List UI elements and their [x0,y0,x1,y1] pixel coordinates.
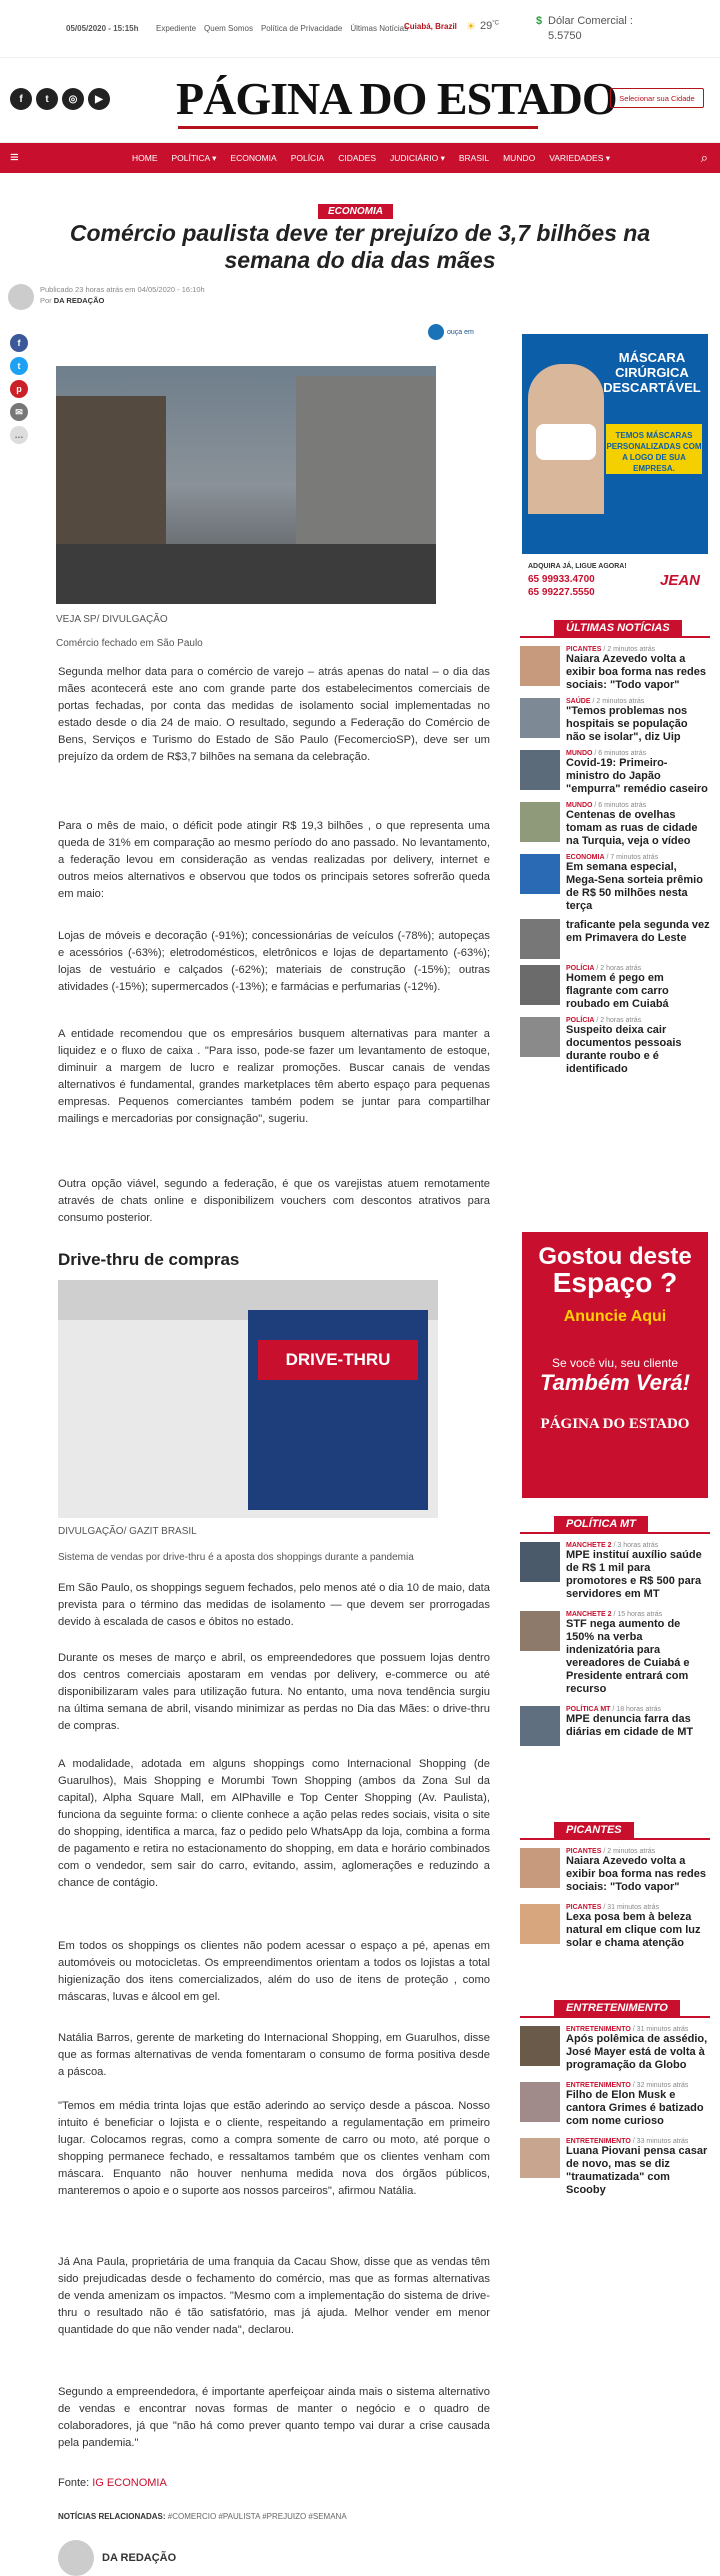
news-category[interactable]: ENTRETENIMENTO [566,2082,631,2089]
author-line [40,295,205,306]
author-name[interactable]: DA REDAÇÃO [53,296,105,305]
news-time: / 2 horas atrás [596,1017,642,1024]
entretenimento-section [520,2000,710,2197]
share-pinterest-icon[interactable]: p [10,380,28,398]
nav-item-politica-label: POLÍTICA [171,153,210,163]
news-text [566,1904,710,1950]
latest-news-title: ÚLTIMAS NOTÍCIAS [554,620,682,636]
ad-mask-phone1: 65 99933.4700 [528,574,595,585]
ad-mask-footer-label: ADQUIRA JÁ, LIGUE AGORA! [528,563,627,570]
news-category[interactable]: MUNDO [566,802,593,809]
photo-building-left [56,396,166,556]
news-item[interactable] [520,1611,710,1696]
news-title[interactable]: MPE denuncia farra das diárias em cidade de MT [566,1713,694,1738]
news-category[interactable]: PICANTES [566,1848,602,1855]
news-thumbnail[interactable] [520,1706,560,1746]
dollar-quote [536,14,633,44]
news-category[interactable]: ENTRETENIMENTO [566,2138,631,2145]
news-thumbnail[interactable] [520,1611,560,1651]
news-category[interactable]: PICANTES [566,646,602,653]
paragraph-10: Natália Barros, gerente de marketing do Internacional Shopping, em Guarulhos, disse que as formas alternativas de venda fomentaram o consumo de forma positiva desde a páscoa. [58,2032,490,2078]
news-thumbnail[interactable] [520,2138,560,2178]
news-meta [566,750,710,757]
news-meta [566,802,710,809]
share-facebook-icon[interactable]: f [10,334,28,352]
news-category[interactable]: ENTRETENIMENTO [566,2026,631,2033]
share-email-icon[interactable]: ✉ [10,403,28,421]
share-bar [10,334,28,444]
author-footer-avatar [58,2540,94,2576]
photo1-caption: Comércio fechado em São Paulo [56,638,203,649]
author-footer-name[interactable]: DA REDAÇÃO [102,2552,177,2564]
news-item[interactable] [520,802,710,848]
ad2-line2: Espaço ? [552,1267,678,1298]
paragraph-13: Segundo a empreendedora, é importante aperfeiçoar ainda mais o sistema alternativo de vendas e encontrar novas formas de manter o negócio e o quadro de colaboradores, já que "não há como prever quanto tempo vai durar a crise causada pela pandemia." [58,2386,490,2449]
news-item[interactable] [520,854,710,913]
paragraph-7: Durante os meses de março e abril, os empreendedores que possuem lojas dentro dos centros comerciais apostaram em vendas por delivery, e-commerce ou até disponibilizaram vales para utilização futura. No entanto, uma nova tendência surgiu na última semana de abril, visando minimizar as perdas no Dia das Mães: o drive-thru de compras. [58,1652,490,1732]
news-item[interactable] [520,919,710,959]
news-text [566,1848,710,1894]
nav-item-judiciario-label: JUDICIÁRIO [390,153,439,163]
published-date: Publicado 23 horas atrás em 04/05/2020 - 16:10h [40,285,205,294]
nav-item-politica[interactable]: POLÍTICA ▾ [171,153,217,163]
social-links [10,88,110,110]
nav-item-home[interactable]: HOME [132,153,158,163]
paragraph-2: Para o mês de maio, o déficit pode atingir R$ 19,3 bilhões , o que representa uma queda de 31% em comparação ao mesmo período do ano passado. No levantamento, a federação levou em consideração as vendas realizadas por delivery, internet e outros meios alternativos e observou que todos os principais setores sofrerão queda em maio: [58,820,490,900]
news-title[interactable]: "Temos problemas nos hospitais se população não se isolar", diz Uip [566,705,688,743]
news-category[interactable]: MANCHETE 2 [566,1611,612,1618]
news-time: / 2 horas atrás [596,965,642,972]
main-nav [0,143,720,173]
news-title[interactable]: MPE instituí auxílio saúde de R$ 1 mil para promotores e R$ 500 para servidores em MT [566,1549,702,1600]
news-text [566,919,710,959]
news-category[interactable]: PICANTES [566,1904,602,1911]
news-title[interactable]: Filho de Elon Musk e cantora Grimes é batizado com nome curioso [566,2089,704,2127]
byline [8,284,205,310]
news-time: / 7 minutos atrás [606,854,659,861]
ad2-line1: Gostou deste [538,1243,692,1270]
dollar-value: 5.5750 [548,30,582,42]
news-thumbnail[interactable] [520,919,560,959]
by-label: Por [40,296,52,305]
news-time: / 6 minutos atrás [594,802,647,809]
ad2-logo: PÁGINA DO ESTADO [540,1416,690,1432]
news-title[interactable]: Covid-19: Primeiro-ministro do Japão "empurra" remédio caseiro [566,757,708,795]
tags-list[interactable]: #COMERCIO #PAULISTA #PREJUIZO #SEMANA [167,2512,347,2521]
news-text [566,1542,710,1601]
news-time: / 32 minutos atrás [632,2082,689,2089]
article-photo-street [56,366,436,604]
news-text [566,750,710,796]
paragraph-11: "Temos em média trinta lojas que estão aderindo ao serviço desde a páscoa. Nosso intuito é beneficiar o lojista e o cliente, respeitando a regulamentação em primeiro lugar. Colocamos regras, como a compra somente de carro ou moto, até porque o shopping permanece fechado, e ressaltamos também que os clientes venham com máscara. Enquanto não houver nenhuma medida nova dos órgãos públicos, manteremos o apoio e o suporte aos nossos parceiros", afirmou Natália. [58,2100,490,2197]
paragraph-12: Já Ana Paula, proprietária de uma franquia da Cacau Show, disse que as vendas têm sido prejudicadas desde o fechamento do comércio, mas que as formas alternativas de venda amenizam os impactos. "Mesmo com a implementação do sistema de drive-thru o resultado não é tão satisfatório, mas já ajuda. Melhor vender em menor quantidade do que não vender nada", declarou. [58,2256,490,2336]
entretenimento-header [520,2000,710,2018]
latest-news-header [520,620,710,638]
nav-item-mundo[interactable]: MUNDO [503,153,536,163]
news-text [566,2082,710,2128]
photo-building-right [296,376,436,566]
news-category[interactable]: POLÍTICA MT [566,1706,611,1713]
article-photo-drive-thru [58,1280,438,1518]
latest-news-list [520,646,710,1076]
news-text [566,1706,710,1746]
top-links [156,24,408,33]
nav-item-economia[interactable]: ECONOMIA [230,153,277,163]
nav-item-judiciario[interactable]: JUDICIÁRIO ▾ [390,153,445,163]
article-title: Comércio paulista deve ter prejuízo de 3,7 bilhões na semana do dia das mães [69,220,651,273]
news-thumbnail[interactable] [520,646,560,686]
top-link-ultimas[interactable]: Últimas Notícias [350,24,409,33]
news-thumbnail[interactable] [520,802,560,842]
select-city-button[interactable]: Selecionar sua Cidade [610,88,704,108]
news-item[interactable] [520,646,710,692]
ad2-line4: Se você viu, seu cliente [551,1356,679,1370]
news-title[interactable]: traficante pela segunda vez em Primavera do Leste [566,919,710,944]
news-text [566,2026,710,2072]
news-text [566,965,710,1011]
paragraph-6: Em São Paulo, os shoppings seguem fechados, pelo menos até o dia 10 de maio, data prevista para o término das medidas de isolamento — que devem ser prorrogadas devido à escalada de casos e óbitos no estado. [58,1582,490,1628]
news-title[interactable]: Após polêmica de assédio, José Mayer está de volta à programação da Globo [566,2033,708,2071]
entretenimento-list [520,2026,710,2197]
news-item[interactable] [520,1017,710,1076]
news-meta [566,646,710,653]
photo1-credit: VEJA SP/ DIVULGAÇÃO [56,614,168,625]
news-category[interactable]: MUNDO [566,750,593,757]
news-meta [566,965,710,972]
news-item[interactable] [520,2026,710,2072]
news-item[interactable] [520,2082,710,2128]
news-item[interactable] [520,1706,710,1746]
news-meta [566,698,710,705]
search-icon[interactable]: ⌕ [700,150,708,165]
politica-section [520,1516,710,1746]
picantes-list [520,1848,710,1950]
news-meta [566,1611,710,1618]
news-item[interactable] [520,965,710,1011]
latest-news [520,620,710,1076]
news-meta [566,1848,710,1855]
hamburger-icon[interactable]: ≡ [10,149,19,166]
news-item[interactable] [520,698,710,744]
news-category[interactable]: ECONOMIA [566,854,605,861]
news-time: / 2 minutos atrás [603,1848,656,1855]
nav-item-brasil[interactable]: BRASIL [458,153,490,163]
temp-unit: °C [492,20,499,27]
paragraph-3: Lojas de móveis e decoração (-91%); concessionárias de veículos (-78%); autopeças e acessórios (-63%); eletrodomésticos, eletrônicos e lojas de departamento (-63%); lojas de vestuário e calçados (-62%); materiais de construção (-15%); outras atividades (-15%); supermercados (-13%); e farmácias e perfumarias (-12%). [58,930,490,993]
news-text [566,698,710,744]
news-thumbnail[interactable] [520,1542,560,1582]
dollar-icon: $ [536,15,543,27]
news-time: / 3 horas atrás [613,1542,659,1549]
news-time: / 6 minutos atrás [594,750,647,757]
author-avatar [8,284,34,310]
picantes-section [520,1822,710,1950]
listen-button[interactable] [428,324,474,340]
temp-value: 29 [480,20,493,32]
sun-icon: ☀ [466,21,476,33]
top-link-quem-somos[interactable]: Quem Somos [204,24,253,33]
news-meta [566,1904,710,1911]
ad-mask-brand: JEAN [659,572,700,589]
ad-mask-sub: TEMOS MÁSCARAS PERSONALIZADAS COM A LOGO DE SUA EMPRESA. [606,424,702,474]
nav-items [132,153,610,164]
twitter-icon[interactable]: t [36,88,58,110]
news-title[interactable]: Centenas de ovelhas tomam as ruas de cidade na Turquia, veja o vídeo [566,809,698,847]
news-title[interactable]: Luana Piovani pensa casar de novo, mas se diz "traumatizada" com Scooby [566,2145,708,2196]
news-item[interactable] [520,1848,710,1894]
news-title[interactable]: Naiara Azevedo volta a exibir boa forma nas redes sociais: "Todo vapor" [566,1855,706,1893]
author-footer [58,2540,176,2576]
dollar-label: Dólar Comercial : [548,15,633,27]
news-text [566,1611,710,1696]
site-logo[interactable]: PÁGINA DO ESTADO [176,73,617,124]
picantes-title: PICANTES [554,1822,634,1838]
news-thumbnail[interactable] [520,1904,560,1944]
politica-list [520,1542,710,1746]
paragraph-8: A modalidade, adotada em alguns shoppings como Internacional Shopping (de Guarulhos), Mais Shopping e Morumbi Town Shopping (ambos da Zona Sul da capital), Alpha Square Mall, em AlPhaville e Top Center Shopping (Av. Paulista), funciona da seguinte forma: o cliente conhece a ação pelas redes sociais, visita o site do shopping, identifica a marca, faz o pedido pelo WhatsApp da loja, combina a forma de pagamento e retira no estacionamento do shopping, em data e horário combinados com o vendedor, sem sair do carro, evitando, assim, aglomerações e reduzindo a chance de contágio. [58,1758,490,1889]
photo2-caption: Sistema de vendas por drive-thru é a aposta dos shoppings durante a pandemia [58,1552,414,1563]
nav-item-variedades-label: VARIEDADES [549,153,604,163]
top-bar [0,0,720,58]
news-item[interactable] [520,2138,710,2197]
news-item[interactable] [520,1904,710,1950]
ad-mask[interactable] [522,334,708,610]
photo2-credit: DIVULGAÇÃO/ GAZIT BRASIL [58,1526,197,1537]
news-text [566,2138,710,2197]
facebook-icon[interactable]: f [10,88,32,110]
news-time: / 33 minutos atrás [632,2138,689,2145]
paragraph-4: A entidade recomendou que os empresários busquem alternativas para manter a liquidez e o fluxo de caixa . "Para isso, pode-se fazer um levantamento de estoque, diminuir a margem de lucro e realizar promoções. Buscar canais de vendas alternativos é fundamental, grandes marketplaces têm aberto espaço para pequenas empresas. Pequenos comerciantes também podem se juntar para compartilhar mailings e mercadorias por consignação", sugeriu. [58,1028,490,1125]
news-meta [566,854,710,861]
news-time: / 2 minutos atrás [603,646,656,653]
news-title[interactable]: Suspeito deixa cair documentos pessoais durante roubo e é identificado [566,1024,682,1075]
news-meta [566,2138,710,2145]
paragraph-5: Outra opção viável, segundo a federação, é que os varejistas atuem remotamente através de chats online e disponibilizem vouchers com descontos atrativos para consumo posterior. [58,1178,490,1224]
news-category[interactable]: MANCHETE 2 [566,1542,612,1549]
top-link-privacidade[interactable]: Política de Privacidade [260,24,343,33]
politica-title: POLÍTICA MT [554,1516,648,1532]
news-item[interactable] [520,750,710,796]
news-time: / 2 minutos atrás [592,698,645,705]
weather-city: Cuiabá, Brazil [404,22,457,31]
source-link[interactable]: IG ECONOMIA [92,2477,167,2489]
news-thumbnail[interactable] [520,2082,560,2122]
news-time: / 31 minutos atrás [632,2026,689,2033]
news-meta [566,2082,710,2089]
news-text [566,802,710,848]
youtube-icon[interactable]: ▶ [88,88,110,110]
news-thumbnail[interactable] [520,698,560,738]
news-time: / 18 horas atrás [612,1706,662,1713]
nav-item-cidades[interactable]: CIDADES [338,153,377,163]
picantes-header [520,1822,710,1840]
news-category[interactable]: POLÍCIA [566,1017,595,1024]
ad-mask-phone2: 65 99227.5550 [528,587,595,598]
logo-underline [178,126,538,129]
news-title[interactable]: Naiara Azevedo volta a exibir boa forma nas redes sociais: "Todo vapor" [566,653,706,691]
ad-mask-shape [536,424,596,460]
news-item[interactable] [520,1542,710,1601]
news-text [566,854,710,913]
news-meta [566,2026,710,2033]
ad2-line3: Anuncie Aqui [563,1308,667,1325]
ad-anuncie[interactable] [522,1232,708,1498]
instagram-icon[interactable]: ◎ [62,88,84,110]
news-thumbnail[interactable] [520,965,560,1005]
share-twitter-icon[interactable]: t [10,357,28,375]
source-label: Fonte: [58,2477,90,2489]
audio-icon [428,324,444,340]
news-thumbnail[interactable] [520,2026,560,2066]
news-thumbnail[interactable] [520,750,560,790]
weather-temp [480,20,499,32]
photo-road [56,544,436,604]
news-title[interactable]: Homem é pego em flagrante com carro roubado em Cuiabá [566,972,669,1010]
news-thumbnail[interactable] [520,1017,560,1057]
category-badge[interactable]: ECONOMIA [318,204,393,219]
tags-label: NOTÍCIAS RELACIONADAS: [58,2512,166,2521]
ad-mask-footer [522,554,708,610]
share-comment-icon[interactable]: … [10,426,28,444]
paragraph-1: Segunda melhor data para o comércio de varejo – atrás apenas do natal – o dia das mães acontecerá este ano com grande parte dos estabelecimentos comerciais de portas fechadas, por conta das medidas de isolamento social implementadas no estado desde o dia 24 de maio. O resultado, segundo a Federação do Comércio de Bens, Serviços e Turismo do Estado de São Paulo (FecomercioSP), deve ser um prejuízo da ordem de R$3,7 bilhões na semana da celebração. [58,666,490,763]
news-meta [566,1017,710,1024]
news-title[interactable]: Lexa posa bem à beleza natural em clique com luz solar e chama atenção [566,1911,701,1949]
source-line [58,2477,167,2489]
paragraph-9: Em todos os shoppings os clientes não podem acessar o espaço a pé, apenas em automóveis ou motocicletas. Os empreendimentos orientam a todos os lojistas a total higienização dos itens comercializados, além do uso de itens de proteção , como máscaras, luvas e álcool em gel. [58,1940,490,2003]
ad2-line5: Também Verá! [540,1370,690,1395]
nav-item-variedades[interactable]: VARIEDADES ▾ [549,153,611,163]
datetime: 05/05/2020 - 15:15h [66,24,139,33]
news-thumbnail[interactable] [520,1848,560,1888]
news-meta [566,1706,710,1713]
news-meta [566,1542,710,1549]
news-text [566,646,710,692]
news-thumbnail[interactable] [520,854,560,894]
nav-item-policia[interactable]: POLÍCIA [290,153,325,163]
entretenimento-title: ENTRETENIMENTO [554,2000,680,2016]
photo-sign-text: DRIVE-THRU [258,1340,418,1380]
news-title[interactable]: STF nega aumento de 150% na verba indenizatória para vereadores de Cuiabá e Presidente entrará com recurso [566,1618,690,1695]
top-link-expediente[interactable]: Expediente [156,24,197,33]
news-category[interactable]: POLÍCIA [566,965,595,972]
news-text [566,1017,710,1076]
brand-row [0,58,720,143]
news-category[interactable]: SAÚDE [566,698,591,705]
politica-header [520,1516,710,1534]
listen-label: ouça em [447,328,474,336]
news-title[interactable]: Em semana especial, Mega-Sena sorteia prêmio de R$ 50 milhões nesta terça [566,861,703,912]
section-subtitle: Drive-thru de compras [58,1250,240,1269]
news-time: / 15 horas atrás [613,1611,663,1618]
news-time: / 31 minutos atrás [603,1904,659,1911]
related-tags [58,2512,347,2521]
ad-mask-title: MÁSCARA CIRÚRGICA DESCARTÁVEL [603,350,701,395]
